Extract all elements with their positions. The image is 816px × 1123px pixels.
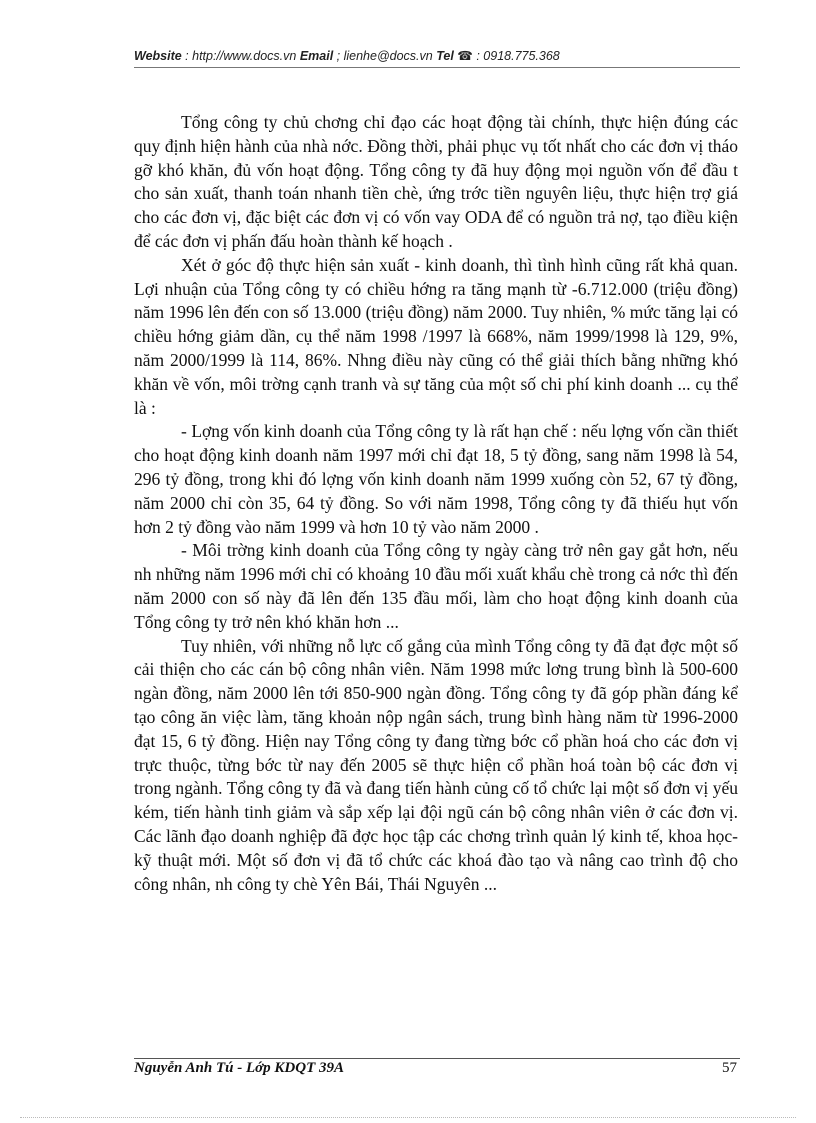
- website-url[interactable]: : http://www.docs.vn: [181, 49, 300, 63]
- page-header: [134, 48, 740, 63]
- page-number: 57: [722, 1060, 737, 1076]
- paragraph-2: Xét ở góc độ thực hiện sản xuất - kinh doanh, thì tình hình cũng rất khả quan. Lợi nhuận của Tổng công ty có chiều hớng ra tăng mạnh từ -6.712.000 (triệu đồng) năm 1996 lên đến con số 13.000 (triệu đồng) năm 2000. Tuy nhiên, % mức tăng lại có chiều hớng giảm dần, cụ thể năm 1998 /1997 là 668%, năm 1999/1998 là 129, 9%, năm 2000/1999 là 114, 86%. Nhng điều này cũng có thể giải thích bằng những khó khăn về vốn, môi trờng cạnh tranh và sự tăng của một số chi phí kinh doanh ... cụ thể là :: [134, 254, 738, 418]
- header-divider: [134, 67, 740, 68]
- tel-label: Tel: [436, 49, 454, 63]
- email-label: Email: [299, 49, 334, 63]
- paragraph-5: Tuy nhiên, với những nỗ lực cố gắng của mình Tổng công ty đã đạt đợc một số cải thiện cho các cán bộ công nhân viên. Năm 1998 mức lơng trung bình là 500-600 ngàn đồng, năm 2000 lên tới 850-900 ngàn đồng. Tổng công ty đã góp phần đáng kể tạo công ăn việc làm, tăng khoản nộp ngân sách, trung bình hàng năm từ 1996-2000 đạt 15, 6 tỷ đồng. Hiện nay Tổng công ty đang từng bớc cổ phần hoá cho các đơn vị trực thuộc, từng bớc từ nay đến 2005 sẽ thực hiện cổ phần hoá toàn bộ các đơn vị trong ngành. Tổng công ty đã và đang tiến hành củng cố tổ chức lại một số đơn vị yếu kém, tiến hành tinh giảm và sắp xếp lại đội ngũ cán bộ công nhân viên ở các đơn vị. Các lãnh đạo doanh nghiệp đã đợc học tập các chơng trình quản lý kinh tế, khoa học-kỹ thuật mới. Một số đơn vị đã tổ chức các khoá đào tạo và nâng cao trình độ cho công nhân, nh công ty chè Yên Bái, Thái Nguyên ...: [134, 635, 738, 894]
- footer-divider: [134, 1058, 740, 1059]
- phone-icon: ☎: [457, 49, 473, 63]
- footer-author: Nguyễn Anh Tú - Lớp KDQT 39A: [134, 1060, 345, 1076]
- paragraph-3: - Lợng vốn kinh doanh của Tổng công ty là rất hạn chế : nếu lợng vốn cần thiết cho hoạt động kinh doanh năm 1997 mới chỉ đạt 18, 5 tỷ đồng, sang năm 1998 là 54, 296 tỷ đồng, trong khi đó lợng vốn kinh doanh năm 1999 xuống còn 52, 67 tỷ đồng, năm 2000 chỉ còn 35, 64 tỷ đồng. So với năm 1998, Tổng công ty đã thiếu hụt vốn hơn 2 tỷ đồng vào năm 1999 và hơn 10 tỷ vào năm 2000 .: [134, 421, 738, 537]
- email-address[interactable]: ; lienhe@docs.vn: [333, 49, 437, 63]
- page-bottom-border: [20, 1117, 796, 1118]
- paragraph-1: Tổng công ty chủ chơng chỉ đạo các hoạt động tài chính, thực hiện đúng các quy định hiện hành của nhà nớc. Đồng thời, phải phục vụ tốt nhất cho các đơn vị tháo gỡ khó khăn, đủ vốn hoạt động. Tổng công ty đã huy động mọi nguồn vốn để đầu t cho sản xuất, thanh toán nhanh tiền chè, ứng trớc tiền nguyên liệu, thực hiện trợ giá cho các đơn vị, đặc biệt các đơn vị có vốn vay ODA để có nguồn trả nợ, tạo điều kiện để các đơn vị phấn đấu hoàn thành kế hoạch .: [134, 112, 738, 251]
- body-text: [134, 111, 738, 896]
- website-label: Website: [134, 49, 182, 63]
- phone-number: : 0918.775.368: [472, 49, 560, 63]
- paragraph-4: - Môi trờng kinh doanh của Tổng công ty ngày càng trở nên gay gắt hơn, nếu nh những năm 1996 mới chỉ có khoảng 10 đầu mối xuất khẩu chè trong cả nớc thì đến năm 2000 con số này đã lên đến 135 đầu mối, làm cho hoạt động kinh doanh của Tổng công ty trở nên khó khăn hơn ...: [134, 540, 738, 632]
